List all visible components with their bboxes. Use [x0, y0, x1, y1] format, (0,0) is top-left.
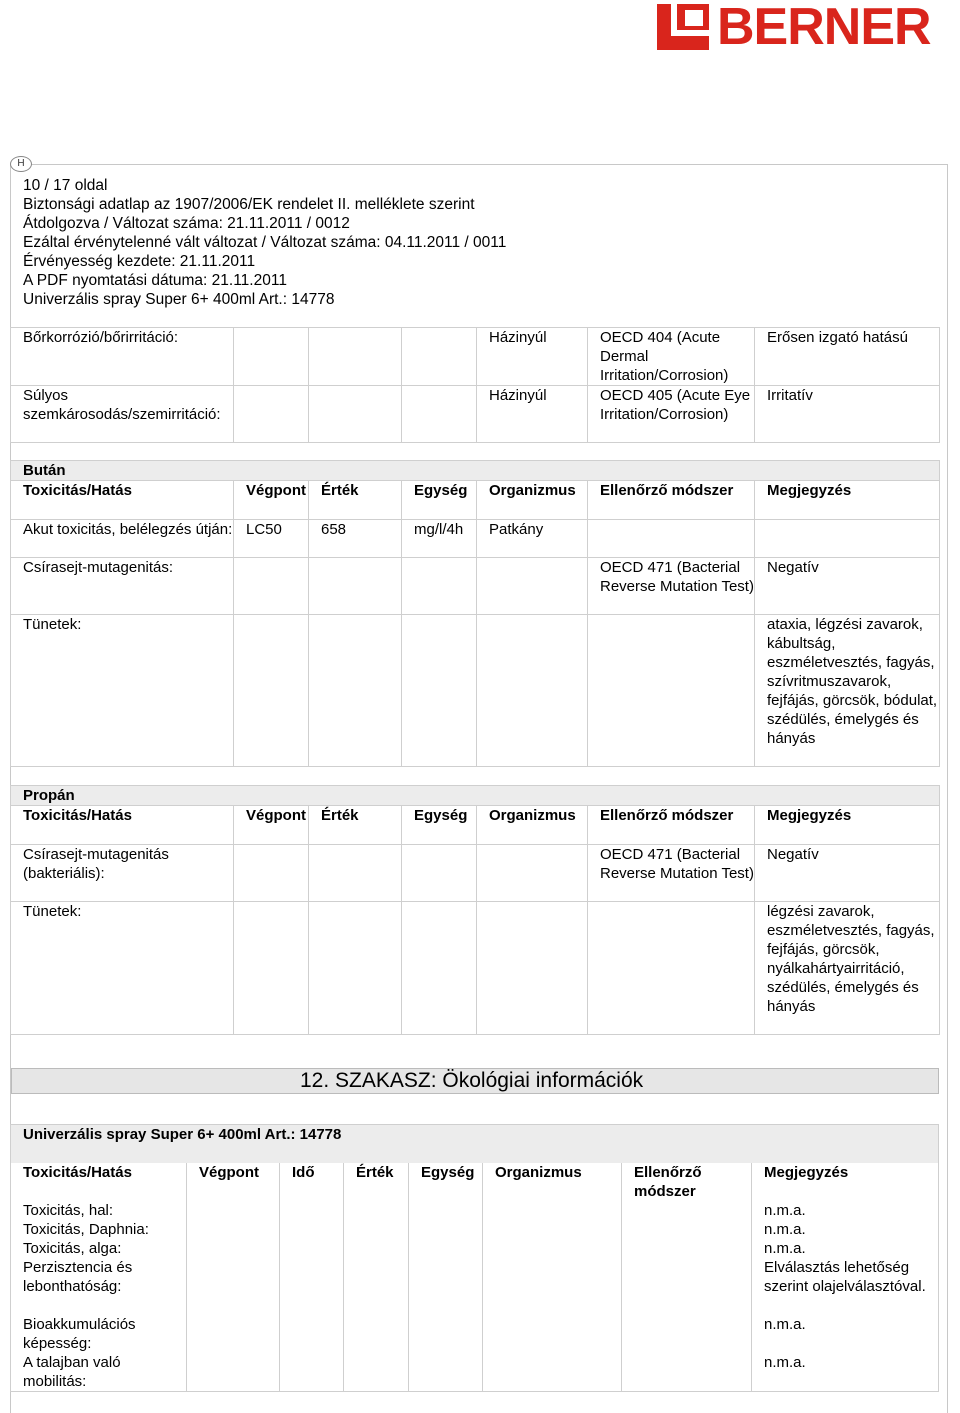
- column-header: Érték: [309, 806, 402, 845]
- table-row: [11, 1258, 939, 1315]
- note-cell: n.m.a.: [752, 1353, 939, 1392]
- substance-title: Propán: [11, 786, 940, 806]
- berner-logo-text: BERNER: [717, 0, 931, 56]
- effect-cell: Csírasejt-mutagenitás:: [11, 558, 234, 615]
- note-cell: Elválasztás lehetőség szerint olajelválasztóval.: [752, 1258, 939, 1315]
- table-row: [11, 1315, 939, 1353]
- effect-cell: Bioakkumulációs képesség:: [11, 1315, 187, 1353]
- column-header: Toxicitás/Hatás: [11, 1163, 187, 1201]
- note-cell: n.m.a.: [752, 1239, 939, 1258]
- column-header: Organizmus: [483, 1163, 622, 1201]
- column-header: Végpont: [187, 1163, 280, 1201]
- note-cell: Erősen izgató hatású: [755, 328, 940, 386]
- propan-table: [10, 785, 940, 1035]
- organism-cell: Házinyúl: [477, 386, 588, 443]
- column-header: Idő: [280, 1163, 344, 1201]
- method-cell: OECD 405 (Acute Eye Irritation/Corrosion): [588, 386, 755, 443]
- table-row: [11, 1353, 939, 1392]
- berner-logo-mark: [657, 4, 709, 50]
- note-cell: ataxia, légzési zavarok, kábultság, eszméletvesztés, fagyás, szívritmuszavarok, fejfájás, görcsök, bódulat, szédülés, émelygés és hányás: [755, 615, 940, 767]
- page-number: 10 / 17 oldal: [23, 177, 108, 194]
- column-header: Ellenőrző módszer: [588, 806, 755, 845]
- column-header: Toxicitás/Hatás: [11, 481, 234, 520]
- table-row: [11, 520, 940, 558]
- effect-cell: Toxicitás, alga:: [11, 1239, 187, 1258]
- column-header: Megjegyzés: [755, 481, 940, 520]
- note-cell: Irritatív: [755, 386, 940, 443]
- section-title: 12. SZAKASZ: Ökológiai információk: [300, 1069, 644, 1092]
- column-header: Egység: [402, 481, 477, 520]
- table-header-row: [11, 481, 940, 520]
- table-row: [11, 1201, 939, 1220]
- table-row: [11, 615, 940, 767]
- method-cell: OECD 471 (Bacterial Reverse Mutation Test): [588, 558, 755, 615]
- table-header-row: [11, 806, 940, 845]
- table-row: [11, 1239, 939, 1258]
- effect-cell: Tünetek:: [11, 615, 234, 767]
- product-title: Univerzális spray Super 6+ 400ml Art.: 14778: [11, 1125, 939, 1163]
- table-row: [11, 1220, 939, 1239]
- language-badge: H: [10, 156, 32, 172]
- butan-table: [10, 460, 940, 767]
- note-cell: n.m.a.: [752, 1315, 939, 1353]
- method-cell: OECD 404 (Acute Dermal Irritation/Corrosion): [588, 328, 755, 386]
- irritation-table: [10, 327, 940, 443]
- column-header: Végpont: [234, 481, 309, 520]
- column-header: Egység: [402, 806, 477, 845]
- method-cell: OECD 471 (Bacterial Reverse Mutation Test): [588, 845, 755, 902]
- ecotoxicity-table: [10, 1124, 939, 1392]
- table-row: [11, 386, 940, 443]
- table-header-row: [11, 1163, 939, 1201]
- note-cell: n.m.a.: [752, 1201, 939, 1220]
- berner-logo: [657, 0, 931, 56]
- column-header: Érték: [344, 1163, 409, 1201]
- note-cell: n.m.a.: [752, 1220, 939, 1239]
- note-cell: légzési zavarok, eszméletvesztés, fagyás, fejfájás, görcsök, nyálkahártyairritáció, szédülés, émelygés és hányás: [755, 902, 940, 1035]
- value-cell: 658: [309, 520, 402, 558]
- substance-title: Bután: [11, 461, 940, 481]
- column-header: Organizmus: [477, 481, 588, 520]
- table-row: [11, 558, 940, 615]
- effect-cell: Csírasejt-mutagenitás (bakteriális):: [11, 845, 234, 902]
- endpoint-cell: LC50: [234, 520, 309, 558]
- revision-line: Átdolgozva / Változat száma: 21.11.2011 / 0012: [23, 215, 350, 232]
- superseded-line: Ezáltal érvénytelenné vált változat / Változat száma: 04.11.2011 / 0011: [23, 234, 507, 251]
- method-cell: [588, 520, 755, 558]
- table-row: [11, 902, 940, 1035]
- organism-cell: Házinyúl: [477, 328, 588, 386]
- column-header: Ellenőrző módszer: [588, 481, 755, 520]
- effect-cell: Bőrkorrózió/bőrirritáció:: [11, 328, 234, 386]
- column-header: Organizmus: [477, 806, 588, 845]
- validity-line: Érvényesség kezdete: 21.11.2011: [23, 253, 256, 270]
- table-row: [11, 845, 940, 902]
- column-header: Toxicitás/Hatás: [11, 806, 234, 845]
- effect-cell: A talajban való mobilitás:: [11, 1353, 187, 1392]
- effect-cell: Toxicitás, Daphnia:: [11, 1220, 187, 1239]
- product-line: Univerzális spray Super 6+ 400ml Art.: 14778: [23, 291, 335, 308]
- print-date-line: A PDF nyomtatási dátuma: 21.11.2011: [23, 272, 287, 289]
- effect-cell: Toxicitás, hal:: [11, 1201, 187, 1220]
- effect-cell: Akut toxicitás, belélegzés útján:: [11, 520, 234, 558]
- table-row: [11, 328, 940, 386]
- column-header: Megjegyzés: [755, 806, 940, 845]
- column-header: Érték: [309, 481, 402, 520]
- organism-cell: Patkány: [477, 520, 588, 558]
- unit-cell: mg/l/4h: [402, 520, 477, 558]
- effect-cell: Tünetek:: [11, 902, 234, 1035]
- column-header: Ellenőrző módszer: [622, 1163, 752, 1201]
- column-header: Egység: [409, 1163, 483, 1201]
- note-cell: Negatív: [755, 558, 940, 615]
- column-header: Végpont: [234, 806, 309, 845]
- document-header: [23, 176, 506, 309]
- note-cell: Negatív: [755, 845, 940, 902]
- column-header: Megjegyzés: [752, 1163, 939, 1201]
- regulation-line: Biztonsági adatlap az 1907/2006/EK rendelet II. melléklete szerint: [23, 196, 475, 213]
- effect-cell: Súlyos szemkárosodás/szemirritáció:: [11, 386, 234, 443]
- section-12-heading: [11, 1068, 939, 1094]
- note-cell: [755, 520, 940, 558]
- effect-cell: Perzisztencia és lebonthatóság:: [11, 1258, 187, 1315]
